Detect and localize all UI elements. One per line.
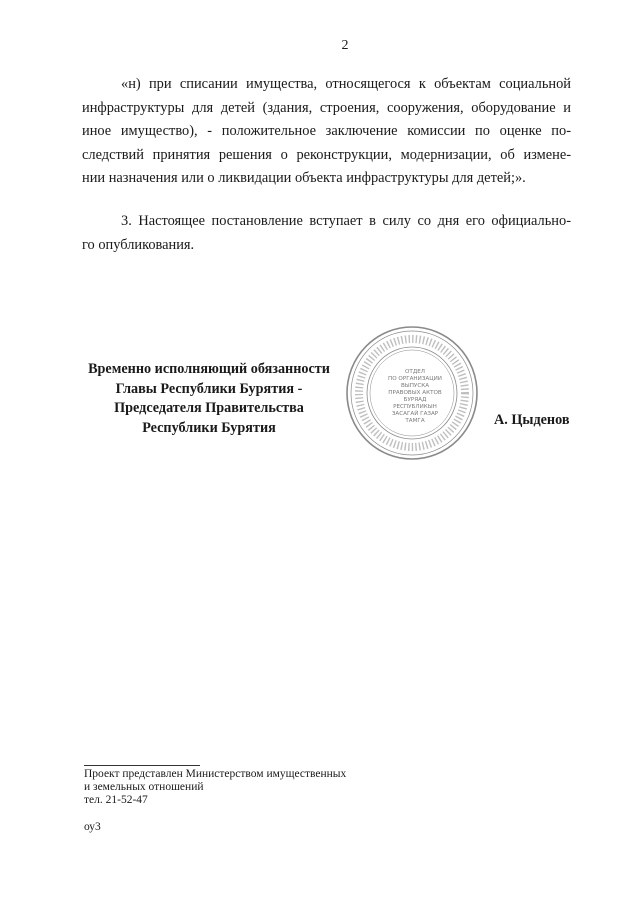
seal-line: ТАМГА [405, 418, 425, 424]
seal-line: ЗАСАГАЙ ГАЗАР [391, 411, 439, 417]
paragraph-line: следствий принятия решения о реконструкции, модернизации, об измене- [82, 146, 571, 163]
seal-line: БУРЯАД [403, 397, 427, 403]
footnote-line: тел. 21-52-47 [84, 794, 148, 806]
signer-position-line: Председателя Правительства [114, 400, 304, 416]
footnote-line: Проект представлен Министерством имущественных [84, 768, 347, 780]
footnote-line: и земельных отношений [84, 781, 204, 793]
signer-position [80, 360, 338, 438]
official-seal [343, 323, 481, 463]
paragraph-line: нии назначения или о ликвидации объекта инфраструктуры для детей;». [82, 170, 526, 187]
signer-position-line: Временно исполняющий обязанности [88, 361, 330, 377]
paragraph-amendment [82, 73, 571, 191]
paragraph-line: го опубликования. [82, 236, 195, 253]
seal-line: ВЫПУСКА [400, 383, 430, 389]
seal-line: ПРАВОВЫХ АКТОВ [388, 390, 442, 396]
page-number: 2 [341, 38, 349, 53]
signer-position-line: Республики Бурятия [142, 419, 276, 436]
seal-line: ОТДЕЛ [405, 369, 425, 375]
paragraph-line: инфраструктуры для детей (здания, строения, сооружения, оборудование и [82, 99, 571, 116]
seal-line: ПО ОРГАНИЗАЦИИ [388, 376, 442, 382]
footnote-divider [84, 765, 200, 766]
paragraph-line: иное имущество), - положительное заключение комиссии по оценке по- [82, 123, 571, 140]
footnote [84, 768, 346, 807]
signer-name: А. Цыденов [494, 412, 570, 428]
signer-position-line: Главы Республики Бурятия - [115, 380, 303, 397]
paragraph-line: 3. Настоящее постановление вступает в силу со дня его официально- [121, 213, 571, 229]
registry-code: оу3 [84, 821, 101, 833]
paragraph-entry-into-force [82, 210, 571, 257]
seal-line: РЕСПУБЛИКЫН [393, 404, 437, 410]
paragraph-line: «н) при списании имущества, относящегося к объектам социальной [121, 76, 571, 92]
